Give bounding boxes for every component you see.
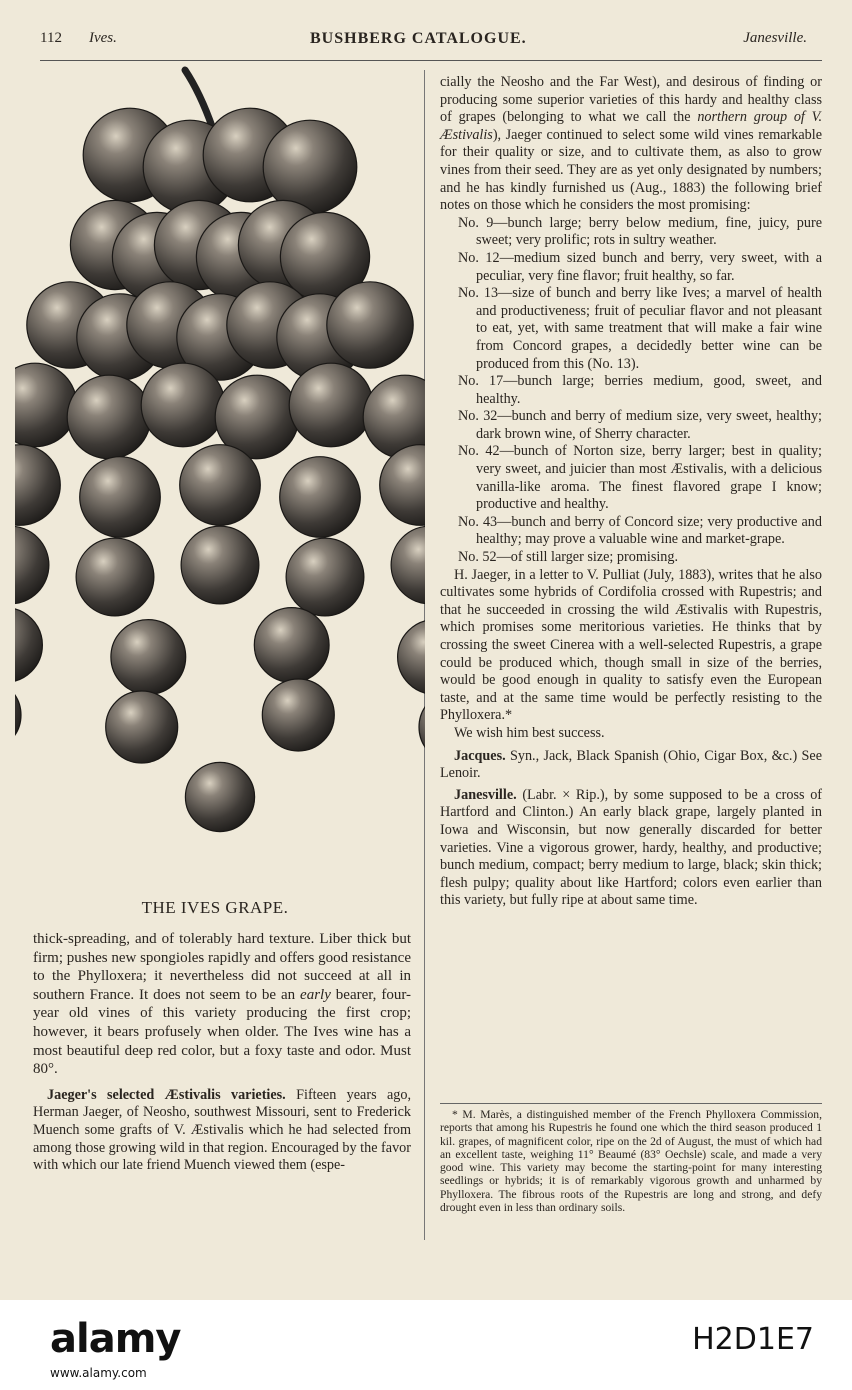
illustration-caption: THE IVES GRAPE. <box>141 898 289 917</box>
page-number: 112 <box>40 30 62 46</box>
image-id: H2D1E7 <box>692 1322 814 1357</box>
list-item: No. 52—of still larger size; promising. <box>458 549 679 566</box>
paragraph <box>440 74 822 215</box>
right-column <box>440 74 822 910</box>
header-rule <box>40 60 822 61</box>
section-heading: Jacques. <box>454 747 506 764</box>
list-item: No. 32—bunch and berry of medium size, very sweet, healthy; dark brown wine, of Sherry character. <box>458 408 822 442</box>
section-heading: Janesville. <box>454 786 517 803</box>
italic-run: northern group of V. Æstivalis <box>440 109 823 143</box>
paragraph <box>440 787 822 910</box>
grape-cluster-icon <box>15 65 425 895</box>
footnote <box>440 1103 822 1214</box>
list-item: No. 43—bunch and berry of Concord size; very productive and healthy; may prove a valuable wine and market-grape. <box>458 513 822 548</box>
list-item: No. 17—bunch large; berries medium, good, sweet, and healthy. <box>458 373 822 407</box>
alamy-logo: alamy <box>50 1316 181 1362</box>
text-run: Fifteen years ago, Herman Jaeger, of Neosho, southwest Missouri, sent to Frederick Muench some grafts of V. Æstivalis which he had selected from among those growing wild in that region. Encouraged by the favor with which our late friend Muench viewed them (espe- <box>33 1086 412 1174</box>
list-item: No. 12—medium sized bunch and berry, very sweet, with a peculiar, very fine flavor; fruit healthy, so far. <box>458 249 822 284</box>
text-run: Syn., Jack, Black Spanish (Ohio, Cigar Box, &c.) See Lenoir. <box>440 747 822 782</box>
left-column <box>33 930 411 1175</box>
paragraph <box>440 748 822 783</box>
paragraph <box>33 930 411 1079</box>
running-right-title: Janesville. <box>743 30 807 46</box>
text-run: thick-spreading, and of tolerably hard texture. Liber thick but firm; pushes new spongioles rapidly and offers good resistance to the Phylloxera; it nevertheless did not succeed at all in southern France. It does not seem to be an <box>33 931 411 1003</box>
paragraph <box>33 1087 411 1175</box>
paragraph: H. Jaeger, in a letter to V. Pulliat (July, 1883), writes that he also cultivates some hybrids of Cordifolia crossed with Rupestris; and that he succeeded in crossing the wild Æstivalis with Rupestris, which promises some meritorious varieties. He thinks that by crossing the sweet Cinerea with a well-selected Rupestris, a grape could be produced which, though small in size of the berries, would be good enough in quality to satisfy even the European taste, and at the same time would be perfectly resisting to the Phylloxera.* <box>440 566 822 724</box>
section-heading: Jaeger's selected Æstivalis varieties. <box>47 1086 286 1103</box>
list-item: No. 42—bunch of Norton size, berry larger; best in quality; very sweet, and juicier than most Æstivalis, with a delicious vanilla-like aroma. The finest flavored grape I know; productive and healthy. <box>458 443 822 513</box>
running-left-title: Ives. <box>89 30 117 46</box>
text-run: cially the Neosho and the Far West), and desirous of finding or producing some superior varieties of this hardy and healthy class of grapes (belonging to what we call the <box>440 74 822 126</box>
list-item: No. 13—size of bunch and berry like Ives; a marvel of health and productiveness; fruit of peculiar flavor and not pleasant to eat, yet, with same treatment that will make a fair wine from Concord grapes, a decidedly better wine can be produced from this (No. 13). <box>458 285 822 372</box>
page-title: BUSHBERG CATALOGUE. <box>310 30 527 47</box>
paragraph: We wish him best success. <box>454 724 605 741</box>
watermark-url: www.alamy.com <box>50 1366 147 1380</box>
italic-run: early <box>300 986 331 1003</box>
text-run: (Labr. × Rip.), by some supposed to be a cross of Hartford and Clinton.) An early black grape, largely planted in Iowa and Wisconsin, but now generally discarded for better varieties. Vine a vigorous grower, hardy, healthy, and productive; bunch medium, compact; berry medium to large, black; skin thick; flesh pulpy; quality about like Hartford; colors even earlier than this variety, but fully ripe at about same time. <box>440 786 823 909</box>
text-run: bearer, four-year old vines of this variety producing the first crop; however, it bears profusely when older. The Ives wine has a most beautiful deep red color, but a foxy taste and odor. Must 80°. <box>33 986 412 1078</box>
footnote-text: * M. Marès, a distinguished member of the French Phylloxera Commission, reports that among his Rupestris he found one which the third season produced 1 kil. grapes, of magnificent color, ripe on the 2d of August, the must of which had an excellent taste, weighing 11° Beaumé (83° Oechsle) scale, and made a very good wine. This variety may become the starting-point for many interesting seedlings or hybrids; it is of remarkably vigorous growth and unharmed by Phylloxera. The fibrous roots of the Rupestris are long and strong, and defy drought even in less than ordinary soils. <box>440 1108 822 1215</box>
text-run: ), Jaeger continued to select some wild vines remarkable for their quality or size, and to cultivate them, as also to grow vines from their seed. They are as yet only designated by numbers; and he has kindly furnished us (Aug., 1883) the following brief notes on those which he considers the most promising: <box>440 126 822 214</box>
list-item: No. 9—bunch large; berry below medium, fine, juicy, pure sweet; very prolific; rots in sultry weather. <box>458 214 822 249</box>
running-header <box>0 30 852 50</box>
